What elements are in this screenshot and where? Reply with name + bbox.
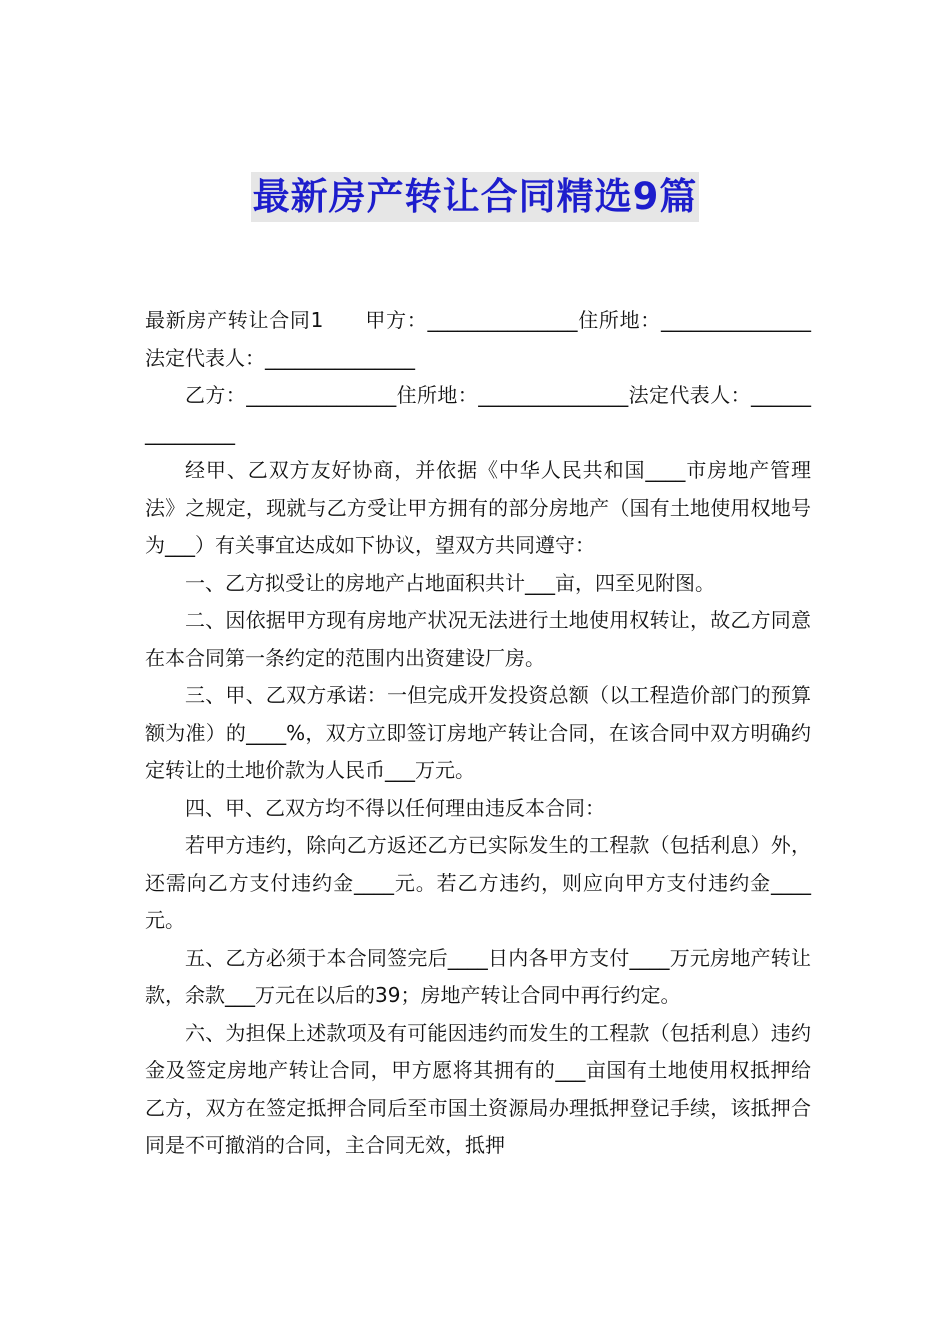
paragraph-clause-4: 四、甲、乙双方均不得以任何理由违反本合同： xyxy=(185,795,605,820)
paragraph-party-b: 乙方：_______________住所地：_______________法定代表人：_______________ xyxy=(145,383,811,445)
document-body xyxy=(145,302,811,1165)
paragraph-clause-2: 二、因依据甲方现有房地产状况无法进行土地使用权转让，故乙方同意在本合同第一条约定的范围内出资建设厂房。 xyxy=(145,608,811,670)
paragraph-preamble: 经甲、乙双方友好协商，并依据《中华人民共和国____市房地产管理法》之规定，现就与乙方受让甲方拥有的部分房地产（国有土地使用权地号为___）有关事宜达成如下协议，望双方共同遵守： xyxy=(145,458,811,557)
paragraph-clause-6: 六、为担保上述款项及有可能因违约而发生的工程款（包括利息）违约金及签定房地产转让合同，甲方愿将其拥有的___亩国有土地使用权抵押给乙方，双方在签定抵押合同后至市国土资源局办理抵押登记手续，该抵押合同是不可撤消的合同，主合同无效，抵押 xyxy=(145,1020,811,1157)
title-container xyxy=(0,172,950,222)
document-title: 最新房产转让合同精选9篇 xyxy=(251,172,700,222)
paragraph-clause-1: 一、乙方拟受让的房地产占地面积共计___亩，四至见附图。 xyxy=(185,570,715,595)
paragraph-clause-3: 三、甲、乙双方承诺：一但完成开发投资总额（以工程造价部门的预算额为准）的____%，双方立即签订房地产转让合同，在该合同中双方明确约定转让的土地价款为人民币___万元。 xyxy=(145,683,811,782)
paragraph-party-a: 最新房产转让合同1 甲方：_______________住所地：_______________法定代表人：_______________ xyxy=(145,308,811,370)
paragraph-clause-5: 五、乙方必须于本合同签完后____日内各甲方支付____万元房地产转让款，余款___万元在以后的39；房地产转让合同中再行约定。 xyxy=(145,945,811,1007)
paragraph-clause-4-detail: 若甲方违约，除向乙方返还乙方已实际发生的工程款（包括利息）外，还需向乙方支付违约金____元。若乙方违约，则应向甲方支付违约金____元。 xyxy=(145,833,811,932)
